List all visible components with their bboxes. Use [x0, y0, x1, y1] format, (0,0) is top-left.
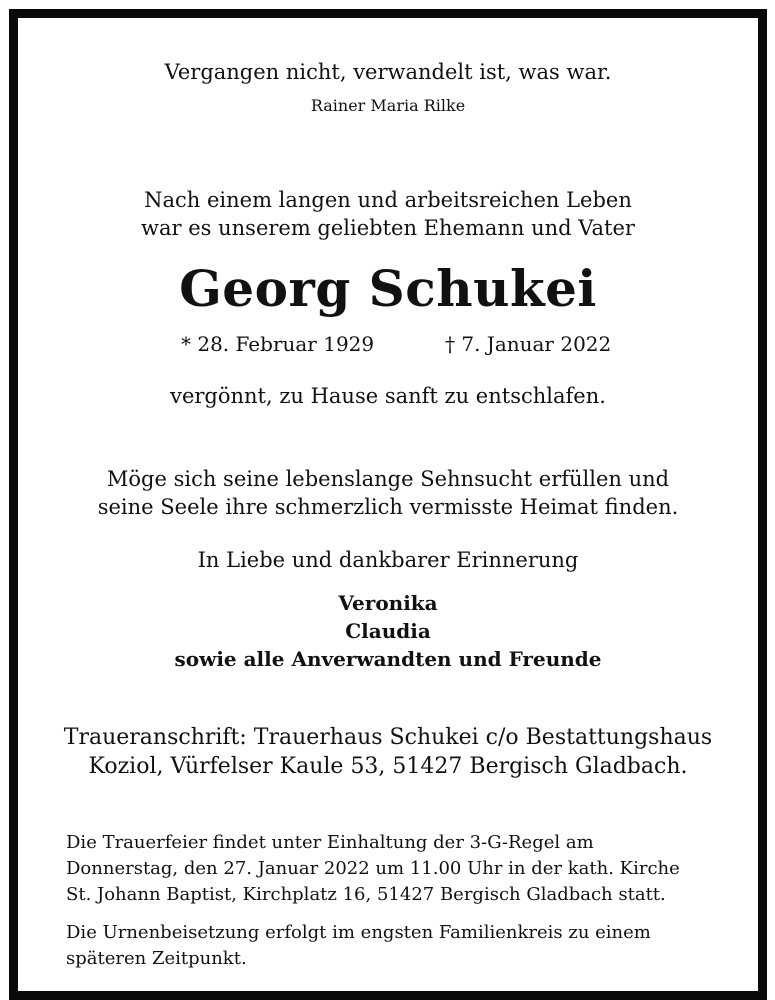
mourning-address-line-1: Traueranschrift: Trauerhaus Schukei c/o Bestattungshaus	[63, 725, 713, 750]
passing-line: vergönnt, zu Hause sanft zu entschlafen.	[170, 384, 606, 408]
burial-paragraph	[66, 920, 726, 972]
ceremony-line: St. Johann Baptist, Kirchplatz 16, 51427 Bergisch Gladbach statt.	[66, 884, 666, 905]
mourning-address-line-2: Koziol, Vürfelser Kaule 53, 51427 Bergisch Gladbach.	[88, 754, 688, 779]
signatory-claudia: Claudia	[345, 619, 431, 643]
intro-line-2: war es unserem geliebten Ehemann und Vater	[141, 216, 635, 240]
wish-line-2: seine Seele ihre schmerzlich vermisste Heimat finden.	[97, 495, 679, 519]
birth-date: * 28. Februar 1929	[181, 332, 375, 356]
burial-line: späteren Zeitpunkt.	[66, 948, 247, 969]
remembrance-line: In Liebe und dankbarer Erinnerung	[197, 548, 579, 572]
quote-author: Rainer Maria Rilke	[310, 96, 466, 115]
signatory-relatives: sowie alle Anverwandten und Freunde	[174, 647, 602, 671]
death-date: † 7. Januar 2022	[445, 332, 612, 356]
rilke-quote: Vergangen nicht, verwandelt ist, was war.	[164, 60, 612, 84]
ceremony-paragraph	[66, 830, 726, 908]
intro-line-1: Nach einem langen und arbeitsreichen Leben	[144, 188, 632, 212]
ceremony-line: Donnerstag, den 27. Januar 2022 um 11.00 Uhr in der kath. Kirche	[66, 858, 680, 879]
signatory-veronika: Veronika	[338, 591, 438, 615]
wish-line-1: Möge sich seine lebenslange Sehnsucht erfüllen und	[106, 467, 670, 491]
burial-line: Die Urnenbeisetzung erfolgt im engsten Familienkreis zu einem	[66, 922, 651, 943]
notice-frame	[9, 9, 767, 1000]
deceased-name: Georg Schukei	[179, 259, 597, 318]
ceremony-line: Die Trauerfeier findet unter Einhaltung der 3-G-Regel am	[66, 832, 594, 853]
